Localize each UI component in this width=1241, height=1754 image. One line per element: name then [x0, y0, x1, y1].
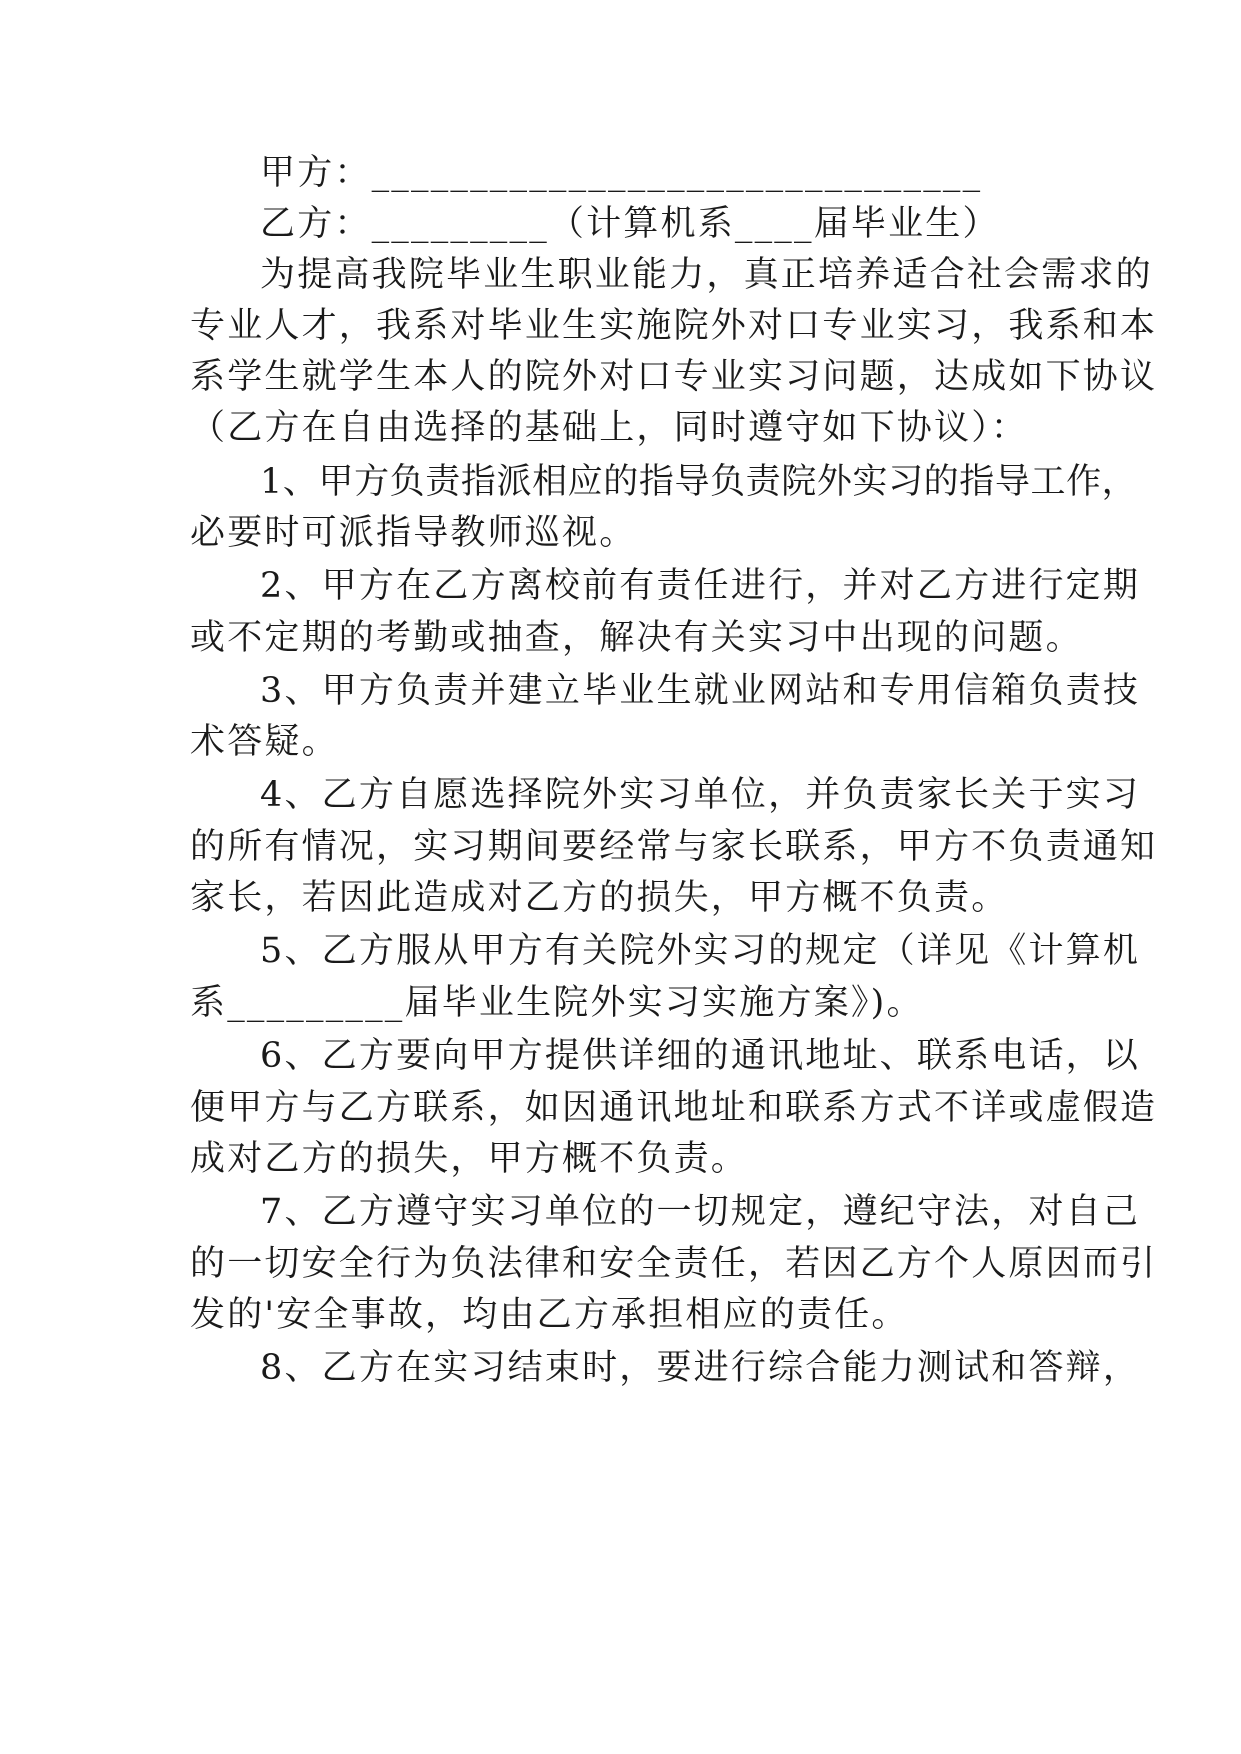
intro-line-3: 系学生就学生本人的院外对口专业实习问题，达成如下协议	[190, 357, 1158, 397]
clause-6-line-3: 成对乙方的损失，甲方概不负责。	[190, 1139, 749, 1179]
clause-4-line-3: 家长，若因此造成对乙方的损失，甲方概不负责。	[190, 878, 1009, 918]
clause-2-line-2: 或不定期的考勤或抽查，解决有关实习中出现的问题。	[190, 618, 1083, 658]
clause-7-line-2: 的一切安全行为负法律和安全责任，若因乙方个人原因而引	[190, 1244, 1158, 1284]
clause-7-line-1: 7、乙方遵守实习单位的一切规定，遵纪守法，对自己	[260, 1192, 1141, 1232]
clause-3-line-2: 术答疑。	[190, 722, 339, 762]
party-a-line: 甲方：_______________________________	[260, 153, 983, 193]
clause-7-line-3: 发的'安全事故，均由乙方承担相应的责任。	[190, 1295, 909, 1335]
intro-line-1: 为提高我院毕业生职业能力，真正培养适合社会需求的	[260, 255, 1153, 295]
clause-6-line-2: 便甲方与乙方联系，如因通讯地址和联系方式不详或虚假造	[190, 1088, 1158, 1128]
clause-5-line-2: 系_________届毕业生院外实习实施方案》)。	[190, 983, 924, 1023]
clause-3-line-1: 3、甲方负责并建立毕业生就业网站和专用信箱负责技	[260, 671, 1141, 711]
clause-8-line-1: 8、乙方在实习结束时，要进行综合能力测试和答辩，	[260, 1348, 1141, 1388]
clause-4-line-2: 的所有情况，实习期间要经常与家长联系，甲方不负责通知	[190, 827, 1158, 867]
party-b-line: 乙方：_________（计算机系____届毕业生）	[260, 204, 1000, 244]
clause-1-line-1: 1、甲方负责指派相应的指导负责院外实习的指导工作，	[260, 462, 1138, 502]
intro-line-4: （乙方在自由选择的基础上，同时遵守如下协议）：	[190, 408, 1029, 448]
clause-2-line-1: 2、甲方在乙方离校前有责任进行，并对乙方进行定期	[260, 566, 1141, 606]
intro-line-2: 专业人才，我系对毕业生实施院外对口专业实习，我系和本	[190, 306, 1158, 346]
clause-1-line-2: 必要时可派指导教师巡视。	[190, 513, 637, 553]
clause-4-line-1: 4、乙方自愿选择院外实习单位，并负责家长关于实习	[260, 775, 1141, 815]
clause-6-line-1: 6、乙方要向甲方提供详细的通讯地址、联系电话，以	[260, 1036, 1141, 1076]
clause-5-line-1: 5、乙方服从甲方有关院外实习的规定（详见《计算机	[260, 931, 1141, 971]
